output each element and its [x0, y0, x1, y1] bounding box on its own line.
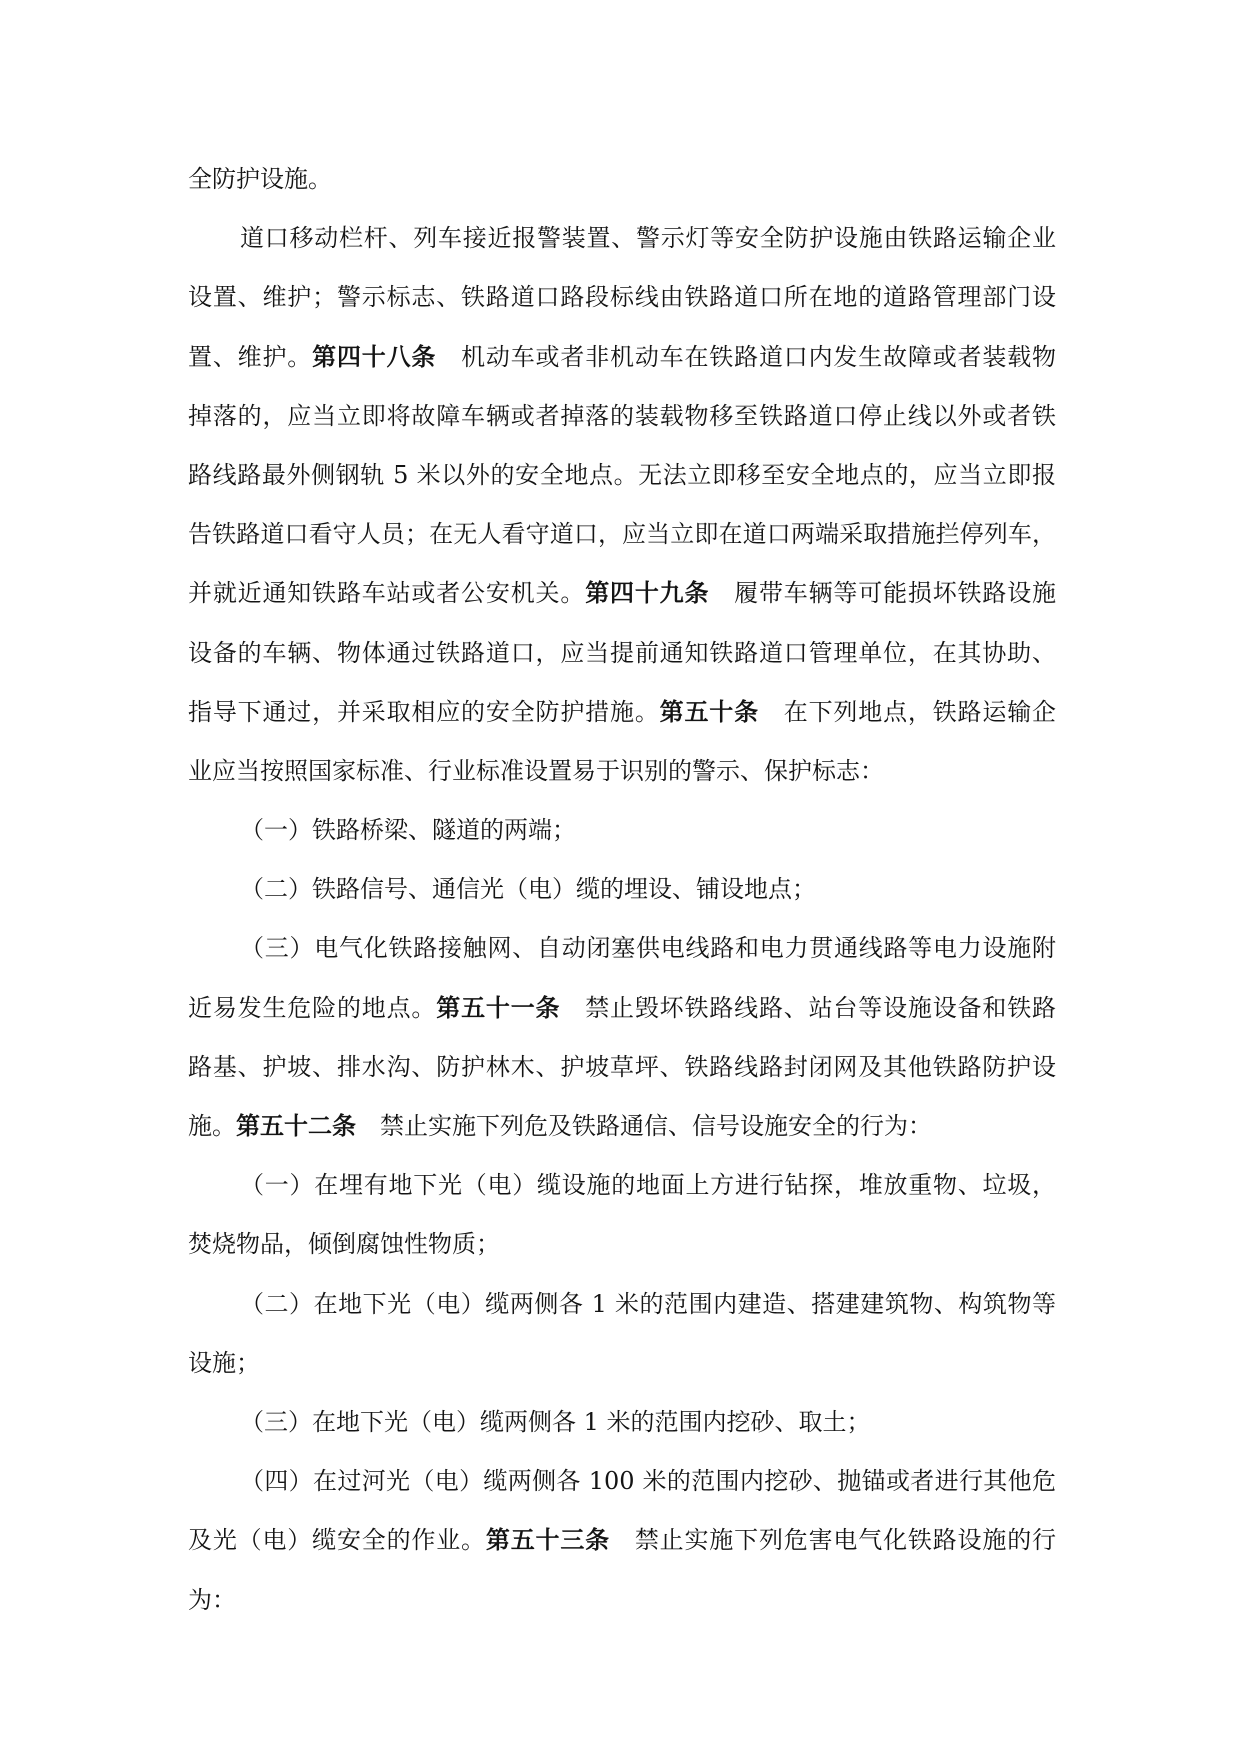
text-line	[188, 1038, 1056, 1097]
text-line	[188, 268, 1056, 327]
text-segment: （一）铁路桥梁、隧道的两端；	[240, 816, 576, 845]
text-segment: 焚烧物品，倾倒腐蚀性物质；	[188, 1230, 500, 1259]
text-segment: 设施；	[188, 1348, 260, 1377]
document-body	[188, 150, 1056, 1630]
text-segment: （二）在地下光（电）缆两侧各 1 米的范围内建造、搭建建筑物、构筑物等	[240, 1289, 1056, 1318]
text-segment: （一）在埋有地下光（电）缆设施的地面上方进行钻探，堆放重物、垃圾，	[240, 1171, 1056, 1200]
text-segment: 在下列地点，铁路运输企	[758, 697, 1057, 726]
text-line	[188, 1393, 1056, 1452]
text-segment: 路线路最外侧钢轨 5 米以外的安全地点。无法立即移至安全地点的，应当立即报	[188, 460, 1056, 489]
text-line	[188, 1215, 1056, 1274]
article-heading: 第五十一条	[436, 993, 561, 1022]
article-heading: 第五十二条	[236, 1112, 356, 1140]
article-heading: 第五十三条	[485, 1526, 611, 1555]
text-segment: 并就近通知铁路车站或者公安机关。	[188, 579, 586, 608]
article-heading: 第四十九条	[585, 579, 710, 608]
text-segment: 全防护设施。	[188, 165, 332, 193]
text-segment: 设备的车辆、物体通过铁路道口，应当提前通知铁路道口管理单位，在其协助、	[188, 638, 1056, 667]
text-line	[188, 1275, 1056, 1334]
text-line	[188, 1511, 1056, 1570]
text-segment: 设置、维护；警示标志、铁路道口路段标线由铁路道口所在地的道路管理部门设	[188, 283, 1056, 312]
text-line	[188, 683, 1056, 742]
text-segment: 为：	[188, 1585, 236, 1614]
text-line	[188, 209, 1056, 268]
text-line	[188, 919, 1056, 978]
text-segment: 禁止实施下列危及铁路通信、信号设施安全的行为：	[356, 1112, 932, 1140]
article-heading: 第五十条	[659, 697, 759, 726]
text-segment: 指导下通过，并采取相应的安全防护措施。	[188, 697, 660, 726]
text-line	[188, 446, 1056, 505]
text-segment: 掉落的，应当立即将故障车辆或者掉落的装载物移至铁路道口停止线以外或者铁	[188, 401, 1056, 430]
text-segment: 告铁路道口看守人员；在无人看守道口，应当立即在道口两端采取措施拦停列车，	[188, 520, 1056, 549]
text-segment: （四）在过河光（电）缆两侧各 100 米的范围内挖砂、抛锚或者进行其他危	[240, 1467, 1056, 1496]
text-segment: 及光（电）缆安全的作业。	[188, 1526, 486, 1555]
text-segment: 施。	[188, 1112, 236, 1140]
text-line	[188, 1097, 1056, 1156]
text-line	[188, 328, 1056, 387]
text-segment: （二）铁路信号、通信光（电）缆的埋设、铺设地点；	[240, 875, 816, 904]
text-line	[188, 1334, 1056, 1393]
text-segment: 禁止毁坏铁路线路、站台等设施设备和铁路	[560, 993, 1057, 1022]
text-segment: （三）电气化铁路接触网、自动闭塞供电线路和电力贯通线路等电力设施附	[240, 934, 1056, 963]
text-segment: 置、维护。	[188, 342, 313, 371]
text-segment: 路基、护坡、排水沟、防护林木、护坡草坪、铁路线路封闭网及其他铁路防护设	[188, 1052, 1056, 1081]
text-line	[188, 1452, 1056, 1511]
text-line	[188, 742, 1056, 801]
text-line	[188, 979, 1056, 1038]
text-segment: 机动车或者非机动车在铁路道口内发生故障或者装载物	[436, 342, 1057, 371]
text-line	[188, 624, 1056, 683]
text-line	[188, 801, 1056, 860]
text-line	[188, 860, 1056, 919]
text-line	[188, 505, 1056, 564]
text-line	[188, 150, 1056, 209]
text-segment: 近易发生危险的地点。	[188, 993, 437, 1022]
article-heading: 第四十八条	[312, 342, 437, 371]
text-segment: （三）在地下光（电）缆两侧各 1 米的范围内挖砂、取土；	[240, 1407, 871, 1436]
text-line	[188, 1571, 1056, 1630]
text-segment: 履带车辆等可能损坏铁路设施	[709, 579, 1057, 608]
text-segment: 业应当按照国家标准、行业标准设置易于识别的警示、保护标志：	[188, 756, 884, 785]
text-segment: 禁止实施下列危害电气化铁路设施的行	[610, 1526, 1057, 1555]
text-segment: 道口移动栏杆、列车接近报警装置、警示灯等安全防护设施由铁路运输企业	[240, 224, 1056, 253]
text-line	[188, 564, 1056, 623]
text-line	[188, 1156, 1056, 1215]
text-line	[188, 387, 1056, 446]
